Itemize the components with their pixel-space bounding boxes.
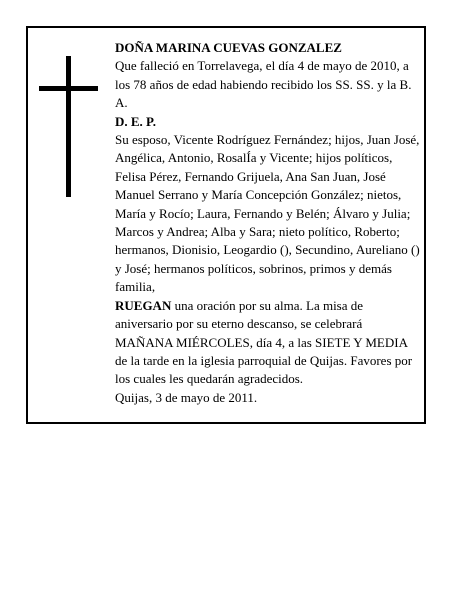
obituary-notice <box>26 26 426 424</box>
request-text: una oración por su alma. La misa de aniversario por su eterno descanso, se celebrará MAÑANA MIÉRCOLES, día 4, a las SIETE Y MEDIA de la tarde en la iglesia parroquial de Quijas. Favores por los cuales les quedarán agradecidos. <box>115 297 413 387</box>
rip-line: D. E. P. <box>115 113 157 129</box>
place-date: Quijas, 3 de mayo de 2011. <box>115 389 258 405</box>
deceased-name: DOÑA MARINA CUEVAS GONZALEZ <box>115 40 342 55</box>
notice-text <box>115 39 420 407</box>
family-list: Su esposo, Vicente Rodríguez Fernández; hijos, Juan José, Angélica, Antonio, RosalÍa y Vicente; hijos políticos, Felisa Pérez, Fernando Grijuela, Ana San Juan, José Manuel Serrano y María Concepción González; nietos, María y Rocío; Laura, Fernando y Belén; Álvaro y Julia; Marcos y Andrea; Alba y Sara; nieto político, Roberto; hermanos, Dionisio, Leogardio (), Secundino, Aureliano () y José; hermanos políticos, sobrinos, primos y demás familia, <box>115 132 420 295</box>
cross-horizontal-bar <box>39 86 98 91</box>
death-info: Que falleció en Torrelavega, el día 4 de mayo de 2010, a los 78 años de edad habiendo recibido los SS. SS. y la B. A. <box>115 58 412 111</box>
request-paragraph <box>115 297 420 389</box>
cross-vertical-bar <box>66 56 71 197</box>
request-verb: RUEGAN <box>115 297 172 313</box>
